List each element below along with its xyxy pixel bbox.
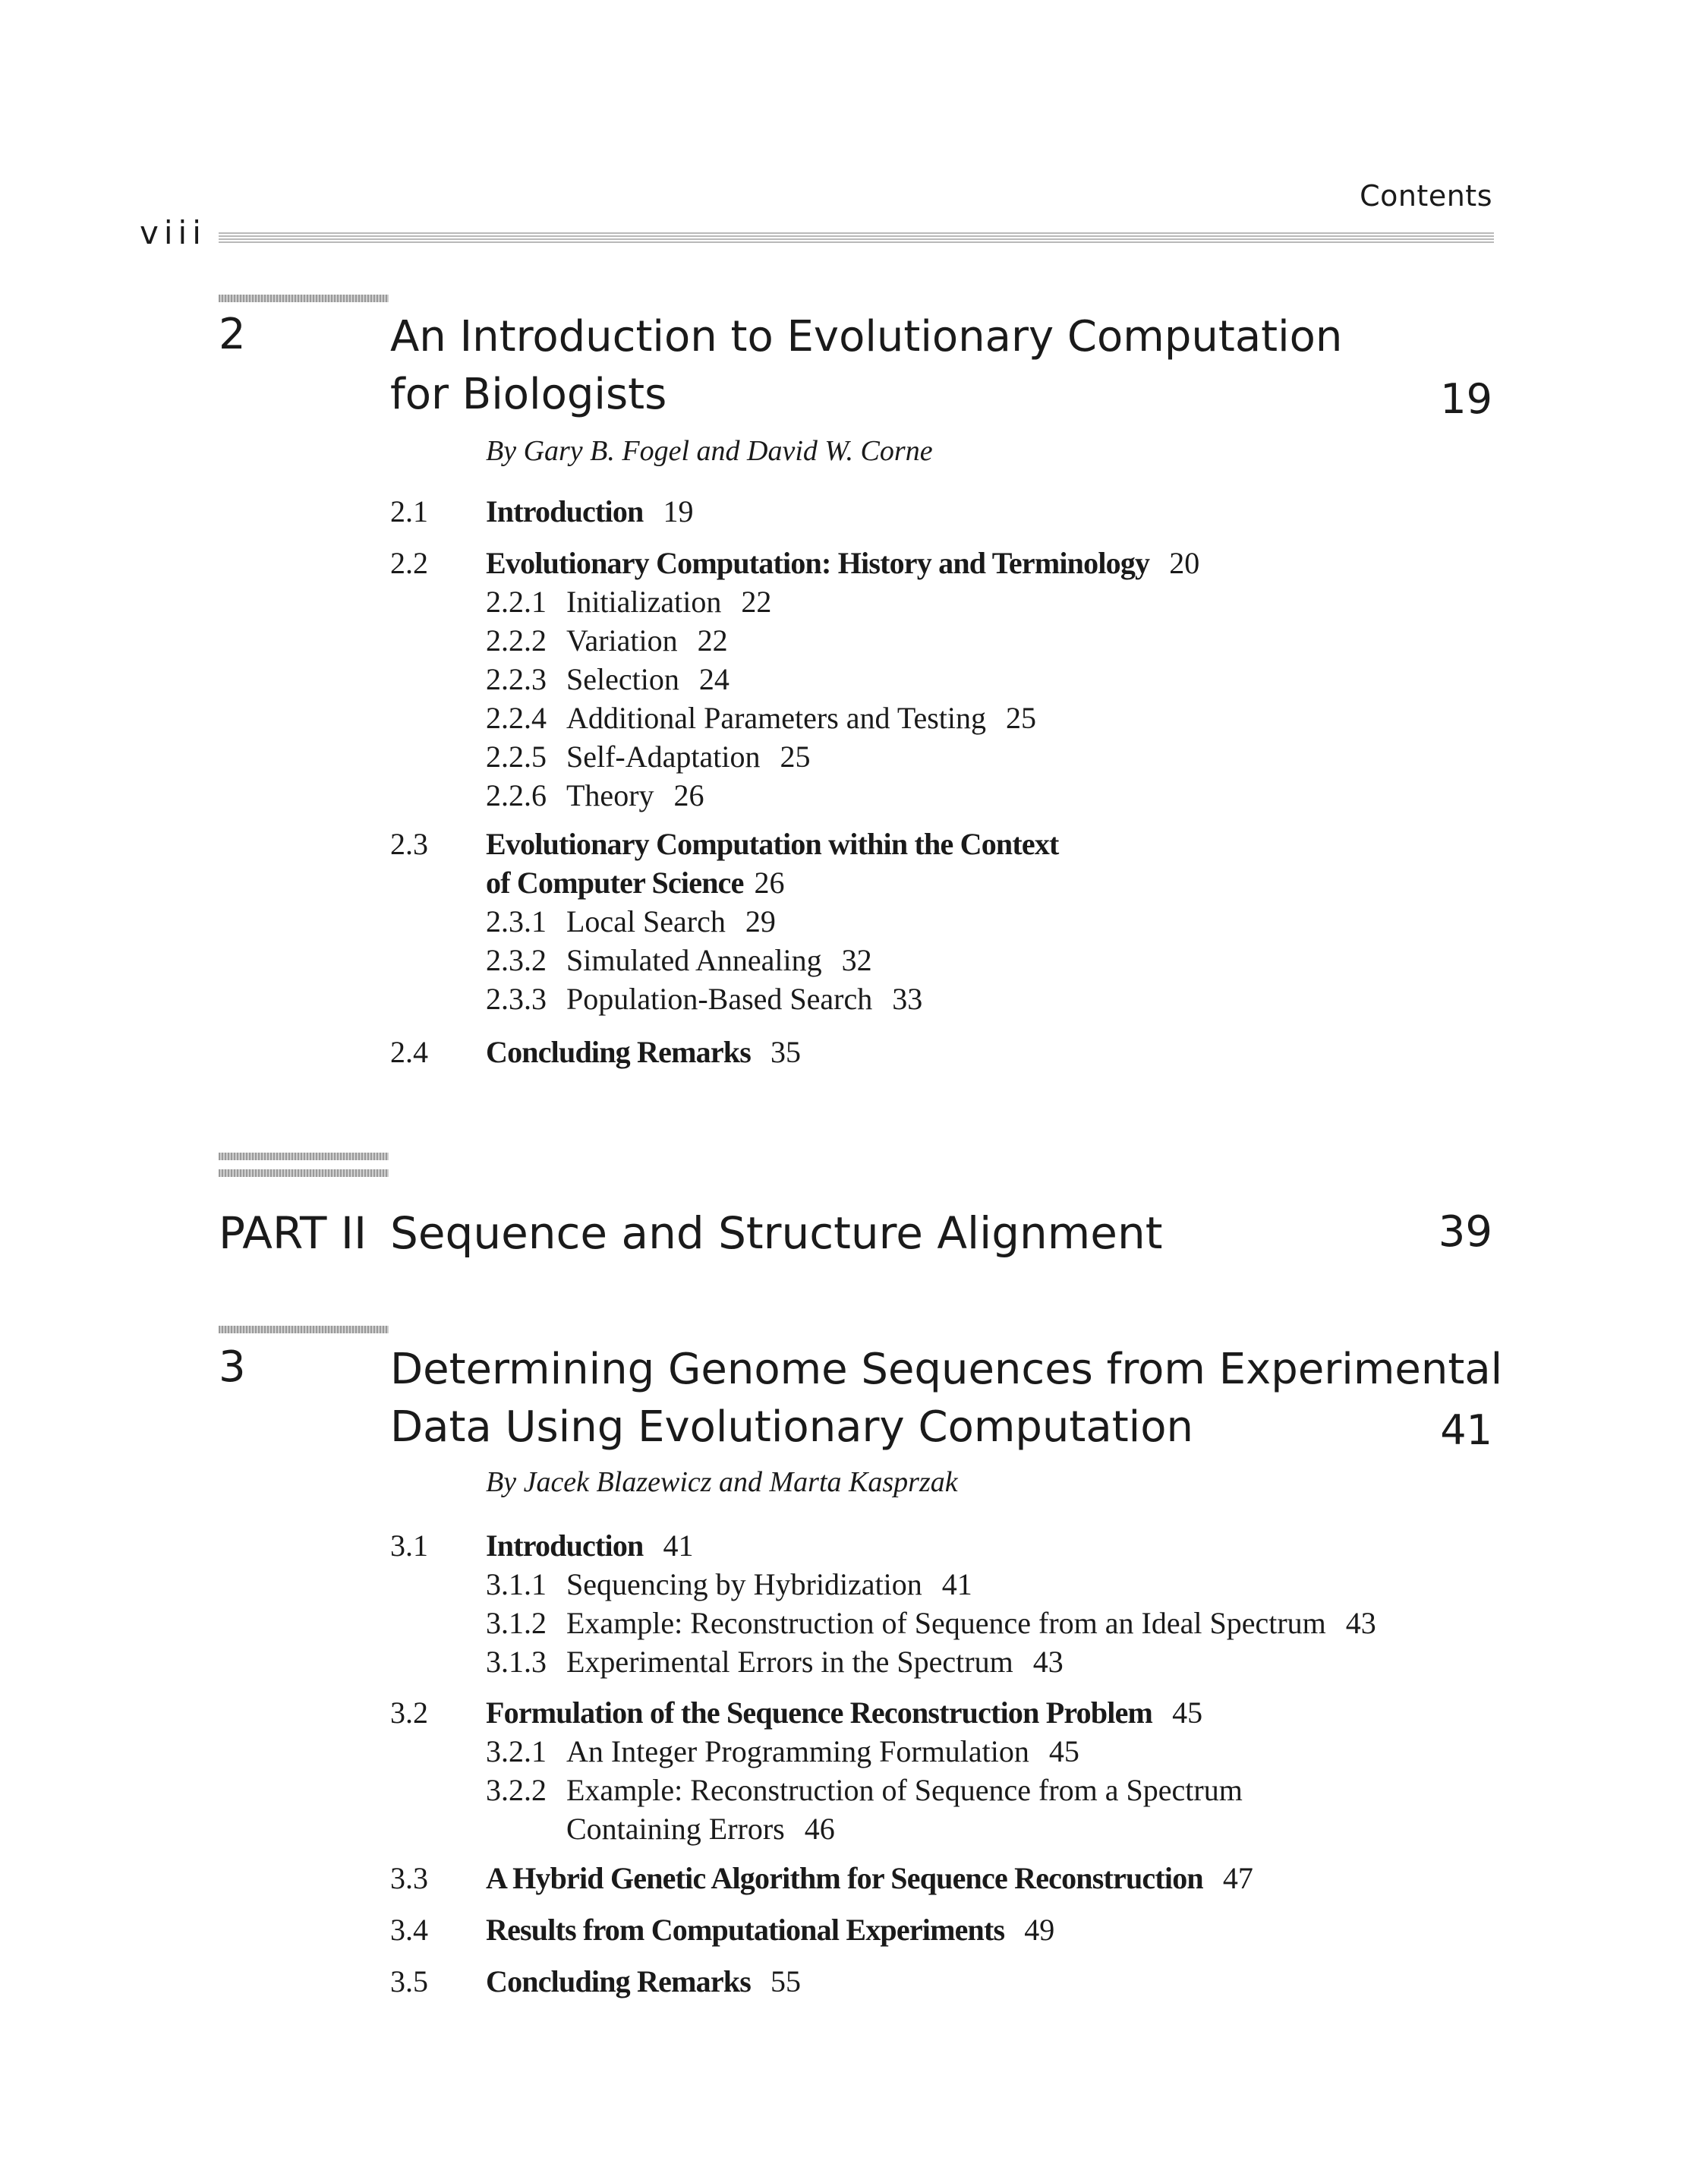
- subsection-number: 3.1.2: [486, 1606, 547, 1640]
- subsection-page: 43: [1345, 1606, 1376, 1640]
- section-number: 3.1: [390, 1528, 428, 1563]
- section-number: 2.1: [390, 494, 428, 528]
- toc-subsection: [486, 660, 1199, 699]
- subsection-page: 46: [804, 1812, 835, 1846]
- toc-subsection: [486, 1604, 1376, 1642]
- chapter-3-title-line2: Data Using Evolutionary Computation: [390, 1402, 1193, 1452]
- section-number: 2.4: [390, 1035, 428, 1069]
- chapter-2-number: 2: [219, 310, 246, 359]
- page-number: viii: [140, 214, 206, 251]
- subsection-title: Example: Reconstruction of Sequence from an Ideal Spectrum: [566, 1606, 1326, 1640]
- toc-subsection: [486, 941, 1059, 979]
- chapter-3-authors: By Jacek Blazewicz and Marta Kasprzak: [486, 1466, 958, 1498]
- subsection-title: Self-Adaptation: [566, 740, 761, 774]
- toc-subsection: [486, 1642, 1376, 1681]
- subsection-page: 22: [741, 585, 772, 619]
- toc-subsection: [486, 1732, 1243, 1771]
- section-page: 41: [663, 1528, 694, 1563]
- chapter-2-page: 19: [1440, 375, 1492, 423]
- chapter-2-authors: By Gary B. Fogel and David W. Corne: [486, 435, 933, 467]
- subsection-title-line2: Containing Errors: [566, 1812, 785, 1846]
- subsection-number: 3.2.1: [486, 1734, 547, 1768]
- chapter-2-title: [390, 308, 1342, 424]
- subsection-page: 26: [673, 778, 704, 812]
- header-rule: [219, 232, 1494, 243]
- section-title: Evolutionary Computation: History and Terminology: [486, 546, 1150, 580]
- section-title: Introduction: [486, 494, 644, 528]
- subsection-page: 22: [697, 623, 728, 658]
- section-page: 55: [770, 1964, 801, 1998]
- section-number: 3.3: [390, 1861, 428, 1895]
- section-number: 2.2: [390, 546, 428, 580]
- subsection-page: 45: [1048, 1734, 1079, 1768]
- section-page: 49: [1024, 1913, 1055, 1947]
- part-page: 39: [1438, 1207, 1492, 1257]
- subsection-page: 41: [941, 1567, 972, 1601]
- chapter-3-title-line1: Determining Genome Sequences from Experimental: [390, 1345, 1503, 1394]
- subsection-page: 29: [745, 904, 776, 938]
- chapter-2-title-line2: for Biologists: [390, 370, 667, 419]
- section-number: 3.4: [390, 1913, 428, 1947]
- toc-subsection: [486, 737, 1199, 776]
- toc-subsection: [486, 979, 1059, 1018]
- subsection-number: 2.2.5: [486, 740, 547, 774]
- chapter-3-number: 3: [219, 1342, 246, 1392]
- toc-subsection: [486, 902, 1059, 941]
- section-title: Formulation of the Sequence Reconstruction Problem: [486, 1696, 1153, 1730]
- section-page: 19: [663, 494, 694, 528]
- subsection-page: 33: [892, 982, 923, 1016]
- subsection-number: 2.3.1: [486, 904, 547, 938]
- chapter-3-marker: [219, 1326, 389, 1333]
- subsection-title: Simulated Annealing: [566, 943, 822, 977]
- subsection-number: 3.2.2: [486, 1773, 547, 1807]
- running-head: Contents: [1360, 179, 1492, 213]
- subsection-title: Experimental Errors in the Spectrum: [566, 1645, 1013, 1679]
- subsection-title: Variation: [566, 623, 678, 658]
- part-label: PART II: [219, 1207, 367, 1259]
- section-title: Concluding Remarks: [486, 1035, 751, 1069]
- subsection-page: 43: [1032, 1645, 1064, 1679]
- section-page: 35: [770, 1035, 801, 1069]
- subsection-title: Sequencing by Hybridization: [566, 1567, 922, 1601]
- chapter-2-marker: [219, 295, 389, 302]
- subsection-title: Additional Parameters and Testing: [566, 701, 987, 735]
- subsection-title: Population-Based Search: [566, 982, 873, 1016]
- section-page: 26: [754, 866, 785, 900]
- toc-subsection: [486, 776, 1199, 815]
- subsection-title: An Integer Programming Formulation: [566, 1734, 1029, 1768]
- subsection-page: 32: [841, 943, 872, 977]
- section-page: 20: [1169, 546, 1200, 580]
- subsection-title: Theory: [566, 778, 654, 812]
- subsection-number: 2.2.4: [486, 701, 547, 735]
- section-title: A Hybrid Genetic Algorithm for Sequence Reconstruction: [486, 1861, 1203, 1895]
- subsection-title: Initialization: [566, 585, 722, 619]
- subsection-number: 2.2.6: [486, 778, 547, 812]
- subsection-number: 2.2.2: [486, 623, 547, 658]
- section-page: 45: [1172, 1696, 1203, 1730]
- section-title: Introduction: [486, 1528, 644, 1563]
- section-title-line2: of Computer Science: [486, 866, 744, 900]
- subsection-number: 2.3.2: [486, 943, 547, 977]
- chapter-2-title-line1: An Introduction to Evolutionary Computation: [390, 312, 1343, 361]
- subsection-title: Local Search: [566, 904, 726, 938]
- subsection-page: 25: [780, 740, 811, 774]
- subsection-title-line1: Example: Reconstruction of Sequence from a Spectrum: [566, 1773, 1243, 1807]
- section-number: 3.5: [390, 1964, 428, 1998]
- chapter-3-page: 41: [1440, 1406, 1492, 1454]
- subsection-title: Selection: [566, 662, 679, 696]
- section-title: Concluding Remarks: [486, 1964, 751, 1998]
- subsection-number: 2.3.3: [486, 982, 547, 1016]
- part-title: Sequence and Structure Alignment: [390, 1207, 1163, 1259]
- subsection-page: 24: [698, 662, 730, 696]
- subsection-number: 2.2.3: [486, 662, 547, 696]
- subsection-page: 25: [1006, 701, 1037, 735]
- section-title: Results from Computational Experiments: [486, 1913, 1005, 1947]
- toc-subsection: [486, 699, 1199, 737]
- toc-subsection: [486, 1771, 1243, 1848]
- section-number: 3.2: [390, 1696, 428, 1730]
- subsection-number: 3.1.1: [486, 1567, 547, 1601]
- toc-subsection: [486, 621, 1199, 660]
- toc-subsection: [486, 1565, 1376, 1604]
- toc-subsection: [486, 582, 1199, 621]
- section-title-line1: Evolutionary Computation within the Context: [486, 827, 1059, 861]
- part-2-marker-bottom: [219, 1169, 389, 1177]
- section-number: 2.3: [390, 827, 428, 861]
- part-2-marker-top: [219, 1153, 389, 1160]
- section-page: 47: [1222, 1861, 1253, 1895]
- subsection-number: 3.1.3: [486, 1645, 547, 1679]
- subsection-number: 2.2.1: [486, 585, 547, 619]
- chapter-3-title: [390, 1341, 1502, 1456]
